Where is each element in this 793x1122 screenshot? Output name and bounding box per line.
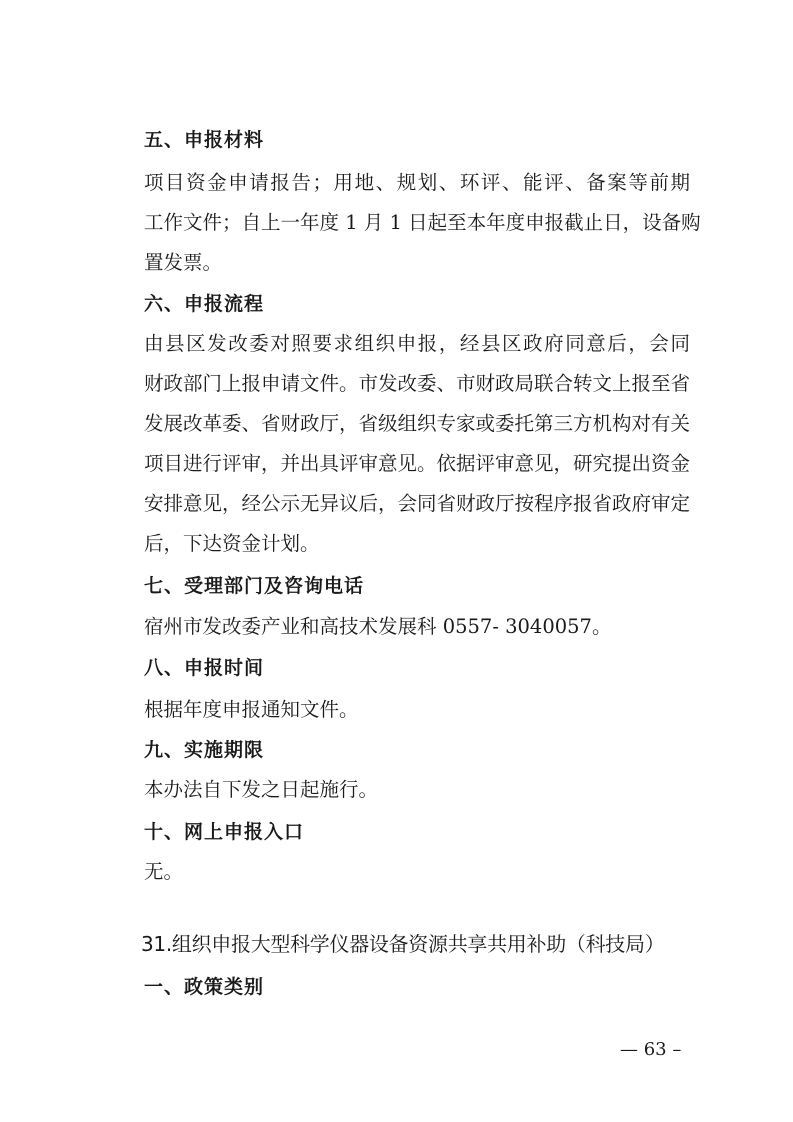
section-5-line-3: 置发票。 — [144, 251, 223, 274]
section-6-line-2: 财政部门上报申请文件。市发改委、市财政局联合转文上报至省 — [144, 372, 691, 395]
section-6-line-6: 后，下达资金计划。 — [144, 532, 320, 555]
section-5-line-2: 工作文件；自上一年度 1 月 1 日起至本年度申报截止日，设备购 — [144, 211, 701, 234]
section-7-heading: 七、受理部门及咨询电话 — [144, 575, 365, 597]
section-9-heading: 九、实施期限 — [144, 739, 265, 761]
section-6-heading: 六、申报流程 — [144, 293, 265, 315]
item-31-title: 31.组织申报大型科学仪器设备资源共享共用补助（科技局） — [141, 932, 665, 956]
page-number: — 63 – — [620, 1039, 682, 1060]
section-10-heading: 十、网上申报入口 — [144, 821, 305, 843]
section-5-line-1: 项目资金申请报告；用地、规划、环评、能评、备案等前期 — [144, 171, 690, 194]
section-6-line-1: 由县区发改委对照要求组织申报，经县区政府同意后，会同 — [144, 332, 690, 355]
section-5-heading: 五、申报材料 — [144, 129, 265, 151]
section-8-text: 根据年度申报通知文件。 — [144, 698, 359, 721]
section-9-text: 本办法自下发之日起施行。 — [144, 778, 379, 801]
section-6-line-3: 发展改革委、省财政厅，省级组织专家或委托第三方机构对有关 — [144, 412, 691, 435]
section-8-heading: 八、申报时间 — [144, 657, 265, 679]
section-6-line-4: 项目进行评审，并出具评审意见。依据评审意见，研究提出资金 — [144, 452, 691, 475]
section-7-text: 宿州市发改委产业和高技术发展科 0557- 3040057。 — [144, 615, 612, 638]
section-10-text: 无。 — [144, 860, 184, 883]
item-31-section-1-heading: 一、政策类别 — [144, 976, 265, 998]
section-6-line-5: 安排意见，经公示无异议后，会同省财政厅按程序报省政府审定 — [144, 492, 691, 515]
